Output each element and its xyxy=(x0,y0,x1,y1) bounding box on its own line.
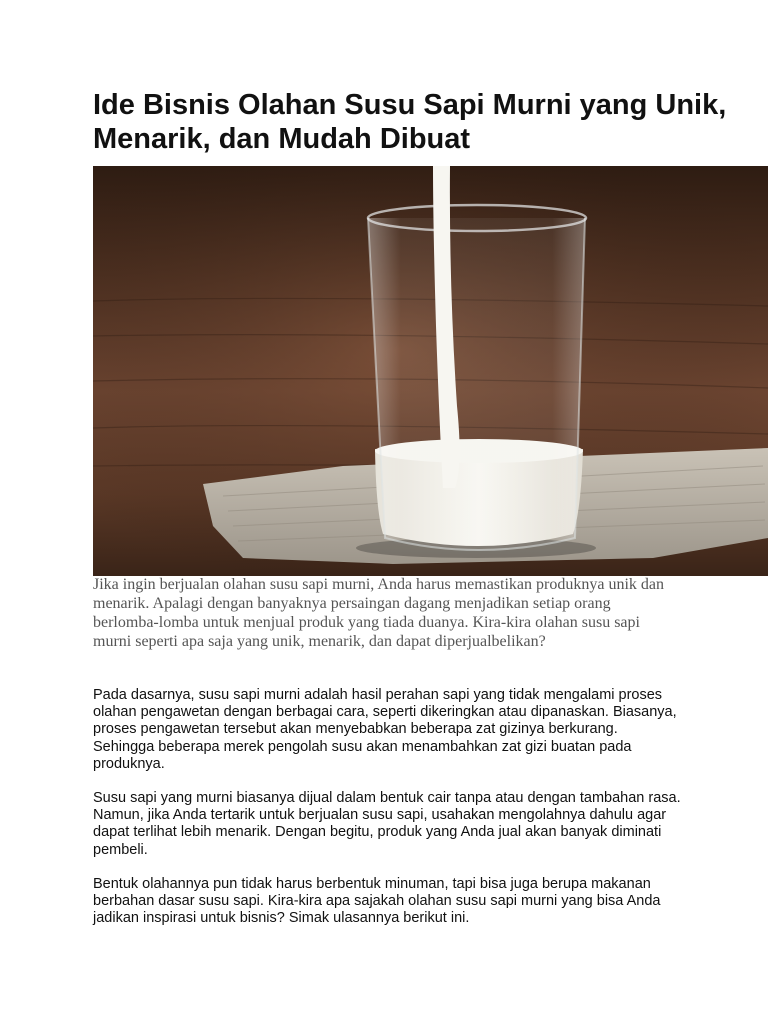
article-title: Ide Bisnis Olahan Susu Sapi Murni yang Unik, Menarik, dan Mudah Dibuat xyxy=(93,89,727,155)
milk-glass-photo xyxy=(93,166,768,576)
body-paragraph-3: Bentuk olahannya pun tidak harus berbentuk minuman, tapi bisa juga berupa makanan berbahan dasar susu sapi. Kira-kira apa sajakah olahan susu sapi murni yang bisa Anda jadikan inspirasi untuk bisnis? Simak ulasannya berikut ini. xyxy=(93,876,661,927)
body-paragraph-2: Susu sapi yang murni biasanya dijual dalam bentuk cair tanpa atau dengan tambahan rasa. Namun, jika Anda tertarik untuk berjualan susu sapi, usahakan mengolahnya dahulu agar dapat terlihat lebih menarik. Dengan begitu, produk yang Anda jual akan banyak diminati pembeli. xyxy=(93,790,681,858)
body-paragraph-1: Pada dasarnya, susu sapi murni adalah hasil perahan sapi yang tidak mengalami proses olahan pengawetan dengan berbagai cara, seperti dikeringkan atau dipanaskan. Biasanya, proses pengawetan tersebut akan menyebabkan beberapa zat gizinya berkurang. Sehingga beberapa merek pengolah susu akan menambahkan zat gizi buatan pada produknya. xyxy=(93,687,677,772)
intro-paragraph: Jika ingin berjualan olahan susu sapi murni, Anda harus memastikan produknya unik dan menarik. Apalagi dengan banyaknya persaingan dagang menjadikan setiap orang berlomba-lomba untuk menjual produk yang tiada duanya. Kira-kira olahan susu sapi murni seperti apa saja yang unik, menarik, dan dapat diperjualbelikan? xyxy=(93,576,664,650)
